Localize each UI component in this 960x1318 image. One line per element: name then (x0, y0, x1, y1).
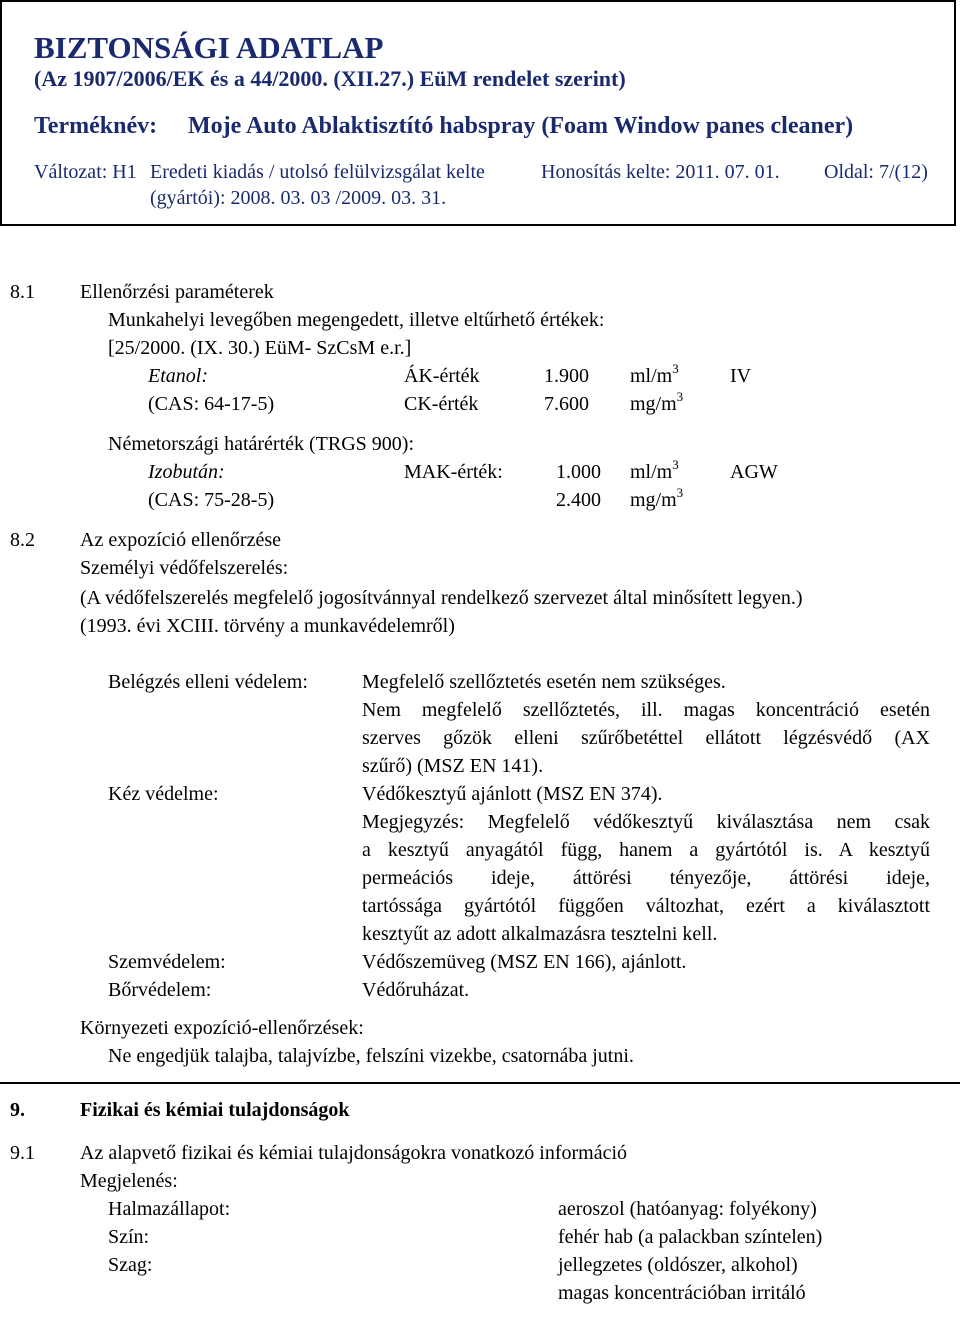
etanol-ak-label: ÁK-érték (404, 365, 480, 387)
etanol-ck-label: CK-érték (404, 393, 479, 415)
section-8-1-number: 8.1 (10, 281, 35, 303)
section-8-1-title: Ellenőrzési paraméterek (80, 281, 274, 303)
product-name: Moje Auto Ablaktisztító habspray (Foam Window panes cleaner) (188, 113, 854, 139)
law-reference: (1993. évi XCIII. törvény a munkavédelemről) (80, 615, 455, 637)
appearance-label: Megjelenés: (80, 1170, 178, 1192)
product-label: Terméknév: (34, 113, 158, 139)
breathing-line: Megfelelő szellőztetés esetén nem szükséges. (362, 671, 726, 693)
breathing-line: szűrő) (MSZ EN 141). (362, 755, 544, 777)
hand-line: Védőkesztyű ajánlott (MSZ EN 374). (362, 783, 663, 805)
hand-line: permeációs ideje, áttörési tényezője, áttörési ideje, (362, 867, 930, 889)
section-divider (0, 1082, 960, 1084)
hand-line: Megjegyzés: Megfelelő védőkesztyű kiválasztása nem csak (362, 811, 930, 833)
section-9-1-title: Az alapvető fizikai és kémiai tulajdonságokra vonatkozó információ (80, 1142, 628, 1164)
document-title: BIZTONSÁGI ADATLAP (34, 30, 384, 65)
izobutan-value1: 1.000 (556, 461, 601, 483)
property-label: Szín: (108, 1226, 150, 1248)
document-subtitle: (Az 1907/2006/EK és a 44/2000. (XII.27.) EüM rendelet szerint) (34, 66, 626, 91)
hand-line: tartóssága gyártótól függően változhat, ezért a kiválasztott (362, 895, 930, 917)
german-limit-title: Németországi határérték (TRGS 900): (108, 433, 415, 455)
regulation-reference: [25/2000. (IX. 30.) EüM- SzCsM e.r.] (108, 337, 412, 359)
izobutan-value2: 2.400 (556, 489, 601, 511)
localization-date: Honosítás kelte: 2011. 07. 01. (541, 161, 780, 183)
izobutan-name: Izobután: (148, 461, 225, 483)
skin-protection-value: Védőruházat. (362, 979, 470, 1001)
breathing-line: Nem megfelelő szellőztetés, ill. magas koncentráció esetén (362, 699, 930, 721)
izobutan-mak-label: MAK-érték: (404, 461, 503, 483)
izobutan-unit1: $ml/m^3$ (630, 457, 679, 483)
etanol-ak-class: IV (730, 365, 752, 387)
property-value: jellegzetes (oldószer, alkohol) (558, 1254, 798, 1276)
skin-protection-label: Bőrvédelem: (108, 979, 212, 1001)
property-label: Szag: (108, 1254, 153, 1276)
hand-line: kesztyűt az adott alkalmazásra tesztelni kell. (362, 923, 718, 945)
etanol-name: Etanol: (148, 365, 208, 387)
breathing-protection-label: Belégzés elleni védelem: (108, 671, 308, 693)
breathing-line: szerves gőzök elleni szűrőbetéttel ellátott légzésvédő (AX (362, 727, 930, 749)
izobutan-cas: (CAS: 75-28-5) (148, 489, 275, 511)
eye-protection-label: Szemvédelem: (108, 951, 226, 973)
issue-date-line1: Eredeti kiadás / utolsó felülvizsgálat kelte (150, 161, 485, 183)
issue-date-line2: (gyártói): 2008. 03. 03 /2009. 03. 31. (150, 187, 447, 209)
izobutan-class: AGW (730, 461, 778, 483)
etanol-ak-value: 1.900 (544, 365, 589, 387)
section-9-title: Fizikai és kémiai tulajdonságok (80, 1099, 350, 1121)
property-value: aeroszol (hatóanyag: folyékony) (558, 1198, 817, 1220)
etanol-ak-unit: $ml/m^3$ (630, 361, 679, 387)
section-8-2-title: Az expozíció ellenőrzése (80, 529, 282, 551)
property-label: Halmazállapot: (108, 1198, 231, 1220)
hand-line: a kesztyű anyagától függ, hanem a gyártótól is. A kesztyű (362, 839, 930, 861)
workplace-limits: Munkahelyi levegőben megengedett, illetve eltűrhető értékek: (108, 309, 605, 331)
etanol-cas: (CAS: 64-17-5) (148, 393, 275, 415)
section-9-number: 9. (10, 1099, 25, 1121)
personal-protection-title: Személyi védőfelszerelés: (80, 557, 289, 579)
version: Változat: H1 (34, 161, 137, 183)
section-8-2-number: 8.2 (10, 529, 35, 551)
section-9-1-number: 9.1 (10, 1142, 35, 1164)
environmental-exposure-title: Környezeti expozíció-ellenőrzések: (80, 1017, 364, 1039)
equipment-note: (A védőfelszerelés megfelelő jogosítvánnyal rendelkező szervezet által minősített legyen.) (80, 587, 803, 609)
etanol-ck-unit: $mg/m^3$ (630, 389, 684, 415)
izobutan-unit2: $mg/m^3$ (630, 485, 684, 511)
environmental-exposure-value: Ne engedjük talajba, talajvízbe, felszíni vizekbe, csatornába jutni. (108, 1045, 634, 1067)
etanol-ck-value: 7.600 (544, 393, 589, 415)
odor-extra: magas koncentrációban irritáló (558, 1282, 806, 1304)
property-value: fehér hab (a palackban színtelen) (558, 1226, 823, 1248)
eye-protection-value: Védőszemüveg (MSZ EN 166), ajánlott. (362, 951, 687, 973)
hand-protection-label: Kéz védelme: (108, 783, 219, 805)
page-number: Oldal: 7/(12) (824, 161, 928, 183)
